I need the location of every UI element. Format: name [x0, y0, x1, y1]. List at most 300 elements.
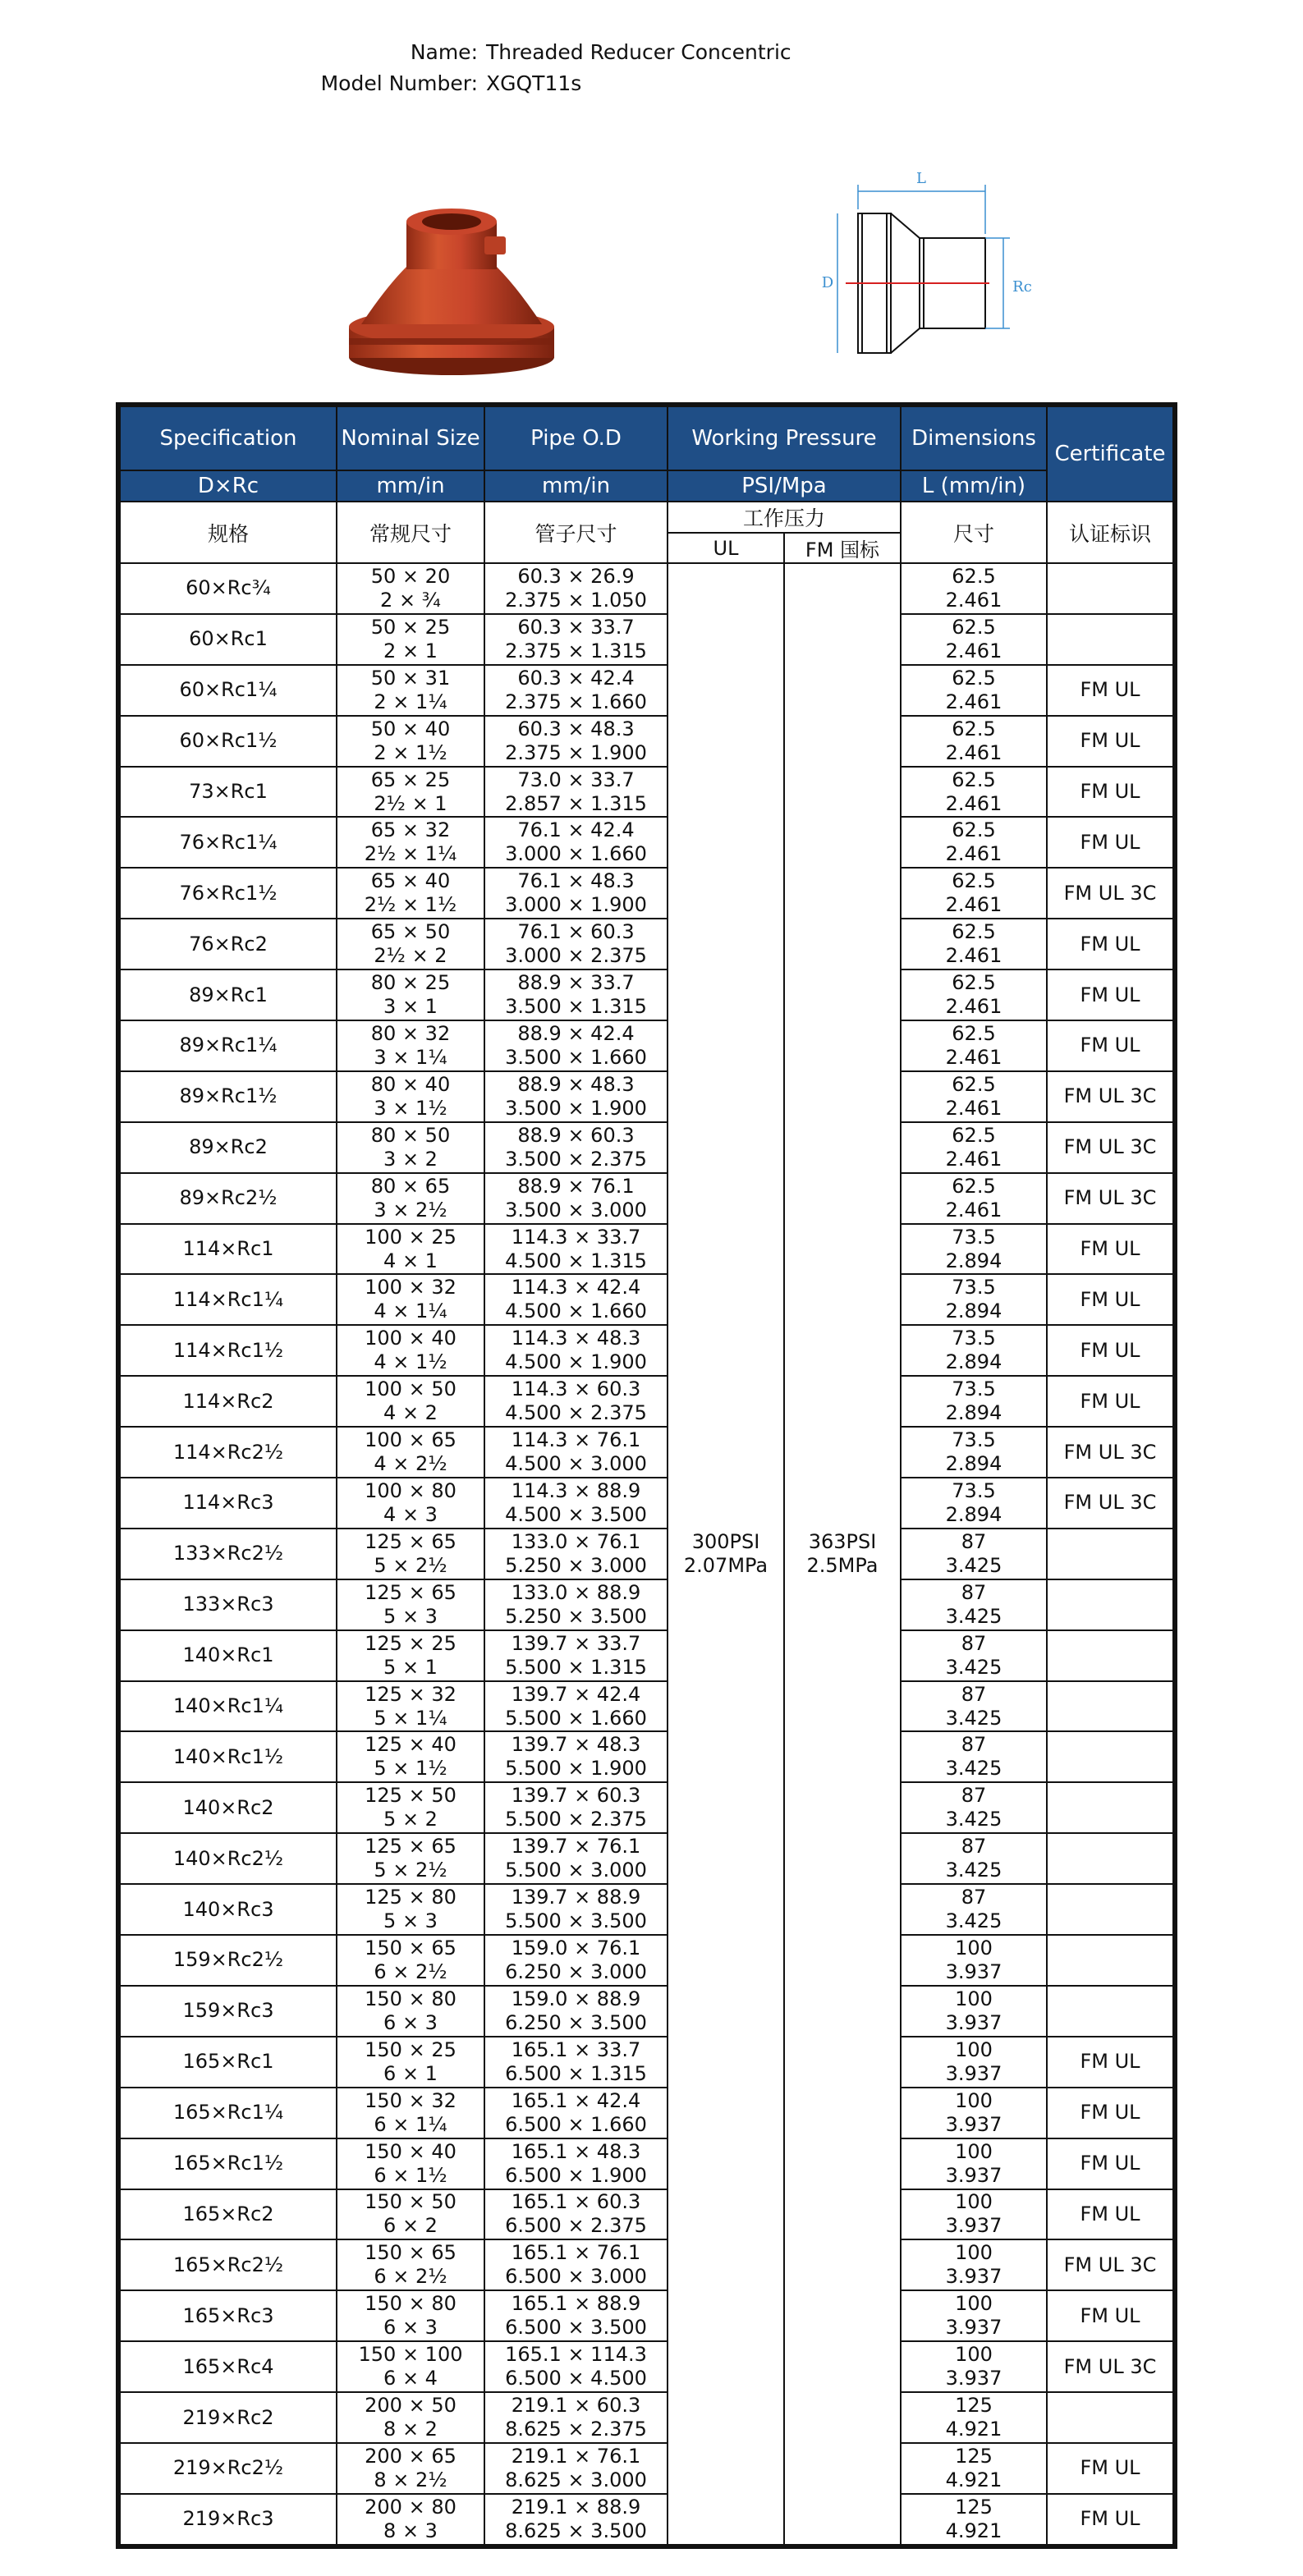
pipe-od-cell-line: 3.500 × 3.000 — [505, 1198, 647, 1222]
nominal-cell — [337, 1071, 484, 1122]
dimension-cell — [901, 1020, 1047, 1071]
dimension-cell-line: 3.425 — [945, 1706, 1002, 1730]
units-row — [118, 470, 1175, 502]
nominal-cell-line: 100 × 32 — [365, 1276, 457, 1299]
pipe-od-cell-line: 114.3 × 42.4 — [511, 1276, 641, 1299]
pressure-sub-fm: FM 国标 — [784, 533, 901, 563]
table-row — [118, 1325, 1175, 1376]
pipe-od-cell — [484, 1681, 668, 1732]
nominal-cell-line: 4 × 1 — [383, 1249, 438, 1272]
pipe-od-cell-line: 3.500 × 1.900 — [505, 1096, 647, 1120]
table-row — [118, 2443, 1175, 2494]
pipe-od-cell-line: 88.9 × 42.4 — [517, 1021, 635, 1045]
dimension-cell — [901, 1376, 1047, 1427]
nominal-cell-line: 2 × 1¼ — [374, 690, 447, 713]
nominal-cell-line: 6 × 1½ — [374, 2163, 447, 2187]
pipe-od-cell-line: 6.500 × 1.315 — [505, 2061, 647, 2085]
pressure-fm-cell-line: 2.5MPa — [806, 1553, 879, 1577]
spec-cell — [118, 2088, 337, 2138]
pipe-od-cell — [484, 1884, 668, 1935]
certificate-cell — [1047, 1935, 1175, 1986]
pipe-od-cell-line: 88.9 × 33.7 — [517, 971, 635, 995]
table-row — [118, 2037, 1175, 2088]
pipe-od-cell — [484, 1325, 668, 1376]
pipe-od-cell — [484, 1731, 668, 1782]
spec-cell-line: 89×Rc2½ — [179, 1186, 278, 1210]
table-row — [118, 1833, 1175, 1884]
dimension-cell — [901, 1122, 1047, 1173]
pipe-od-cell — [484, 767, 668, 818]
pipe-od-cell — [484, 2290, 668, 2341]
pipe-od-cell-line: 114.3 × 60.3 — [511, 1377, 641, 1401]
nominal-cell-line: 200 × 50 — [365, 2394, 457, 2417]
spec-cell-line: 165×Rc2½ — [172, 2253, 284, 2276]
dimension-cell-line: 3.937 — [945, 2214, 1002, 2238]
dimension-cell-line: 2.461 — [945, 1198, 1002, 1222]
cn-header-certificate: 认证标识 — [1047, 502, 1175, 563]
certificate-cell-line: FM UL 3C — [1063, 1186, 1157, 1210]
spec-cell-line: 89×Rc2 — [189, 1135, 268, 1159]
pressure-sub-ul: UL — [668, 533, 784, 563]
spec-cell-line: 114×Rc2 — [182, 1389, 274, 1413]
nominal-cell — [337, 1630, 484, 1681]
dimension-cell-line: 4.921 — [945, 2468, 1002, 2491]
pipe-od-cell-line: 6.500 × 4.500 — [505, 2367, 647, 2390]
dimension-cell-line: 4.921 — [945, 2519, 1002, 2542]
pipe-od-cell — [484, 716, 668, 767]
pipe-od-cell-line: 139.7 × 33.7 — [511, 1631, 641, 1655]
nominal-cell — [337, 1935, 484, 1986]
nominal-cell-line: 80 × 65 — [370, 1174, 451, 1198]
pressure-ul-cell-line: 300PSI — [691, 1529, 760, 1553]
spec-cell — [118, 2037, 337, 2088]
dimension-cell-line: 2.894 — [945, 1452, 1002, 1476]
nominal-cell-line: 80 × 32 — [370, 1021, 451, 1045]
spec-cell — [118, 1478, 337, 1529]
nominal-cell-line: 150 × 50 — [365, 2190, 457, 2214]
spec-cell — [118, 1681, 337, 1732]
spec-cell — [118, 716, 337, 767]
table-row — [118, 563, 1175, 614]
spec-cell — [118, 919, 337, 969]
dimension-cell — [901, 2341, 1047, 2392]
dimension-cell-line: 125 — [955, 2495, 993, 2519]
nominal-cell-line: 5 × 3 — [383, 1604, 438, 1628]
certificate-cell — [1047, 2189, 1175, 2240]
nominal-cell-line: 3 × 2½ — [374, 1198, 447, 1222]
spec-cell-line: 60×Rc1 — [189, 627, 268, 651]
table-row — [118, 1731, 1175, 1782]
nominal-cell — [337, 817, 484, 868]
dimension-cell-line: 73.5 — [952, 1327, 996, 1350]
table-row — [118, 1071, 1175, 1122]
spec-cell-line: 140×Rc1¼ — [172, 1694, 284, 1718]
certificate-cell — [1047, 1986, 1175, 2037]
dimension-cell-line: 125 — [955, 2444, 993, 2468]
table-row — [118, 1986, 1175, 2037]
spec-cell — [118, 1427, 337, 1478]
nominal-cell-line: 125 × 65 — [365, 1835, 457, 1859]
dimension-cell-line: 2.461 — [945, 1045, 1002, 1069]
certificate-cell-line: FM UL — [1080, 2050, 1140, 2074]
pipe-od-cell-line: 133.0 × 88.9 — [511, 1580, 641, 1604]
table-row — [118, 969, 1175, 1020]
nominal-cell-line: 2 × 1 — [383, 639, 438, 662]
certificate-cell-line: FM UL — [1080, 780, 1140, 803]
nominal-cell-line: 50 × 40 — [370, 717, 451, 740]
certificate-cell — [1047, 1579, 1175, 1630]
pipe-od-cell-line: 4.500 × 3.000 — [505, 1452, 647, 1476]
dimension-cell-line: 2.461 — [945, 639, 1002, 662]
dimension-cell — [901, 1833, 1047, 1884]
certificate-cell — [1047, 1884, 1175, 1935]
pipe-od-cell-line: 2.857 × 1.315 — [505, 791, 647, 815]
nominal-cell — [337, 614, 484, 665]
dimension-cell — [901, 1529, 1047, 1579]
certificate-cell-line: FM UL — [1080, 678, 1140, 702]
certificate-cell-line: FM UL — [1080, 2507, 1140, 2531]
pipe-od-cell-line: 60.3 × 48.3 — [517, 717, 635, 740]
spec-cell — [118, 817, 337, 868]
nominal-cell — [337, 1579, 484, 1630]
col-header-nominal-size: Nominal Size — [337, 405, 484, 470]
dimension-cell-line: 100 — [955, 2190, 993, 2214]
pipe-od-cell — [484, 969, 668, 1020]
dimension-cell — [901, 1935, 1047, 1986]
dimension-cell-line: 62.5 — [952, 920, 996, 944]
nominal-cell-line: 80 × 50 — [370, 1123, 451, 1147]
certificate-cell — [1047, 665, 1175, 716]
nominal-cell-line: 4 × 3 — [383, 1502, 438, 1526]
nominal-cell-line: 125 × 25 — [365, 1631, 457, 1655]
nominal-cell — [337, 1020, 484, 1071]
pipe-od-cell-line: 4.500 × 3.500 — [505, 1502, 647, 1526]
col-header-dimensions: Dimensions — [901, 405, 1047, 470]
dimension-cell — [901, 868, 1047, 919]
table-row — [118, 716, 1175, 767]
nominal-cell-line: 125 × 65 — [365, 1580, 457, 1604]
pipe-od-cell-line: 165.1 × 88.9 — [511, 2292, 641, 2316]
dimension-cell — [901, 2494, 1047, 2546]
dimension-cell-line: 2.461 — [945, 588, 1002, 612]
pressure-fm-cell-line: 363PSI — [808, 1529, 877, 1553]
nominal-cell-line: 3 × 2 — [383, 1147, 438, 1171]
dimension-cell — [901, 2037, 1047, 2088]
nominal-cell-line: 125 × 40 — [365, 1733, 457, 1757]
spec-cell — [118, 969, 337, 1020]
spec-cell — [118, 868, 337, 919]
certificate-cell — [1047, 2392, 1175, 2443]
pipe-od-cell — [484, 1529, 668, 1579]
pipe-od-cell-line: 139.7 × 42.4 — [511, 1682, 641, 1706]
pipe-od-cell — [484, 1020, 668, 1071]
dimension-cell-line: 3.937 — [945, 2265, 1002, 2289]
dimension-cell-line: 62.5 — [952, 1072, 996, 1096]
table-row — [118, 2138, 1175, 2189]
nominal-cell-line: 125 × 80 — [365, 1886, 457, 1909]
dimension-cell-line: 62.5 — [952, 615, 996, 639]
dimension-cell-line: 73.5 — [952, 1276, 996, 1299]
dimension-cell — [901, 614, 1047, 665]
pipe-od-cell-line: 6.500 × 2.375 — [505, 2214, 647, 2238]
dimension-cell — [901, 2189, 1047, 2240]
dimension-cell-line: 62.5 — [952, 1021, 996, 1045]
spec-cell-line: 165×Rc3 — [182, 2303, 274, 2327]
spec-cell — [118, 2290, 337, 2341]
dimension-cell-line: 62.5 — [952, 1174, 996, 1198]
dimension-cell-line: 3.937 — [945, 2010, 1002, 2034]
spec-cell-line: 165×Rc2 — [182, 2202, 274, 2225]
dimension-cell — [901, 767, 1047, 818]
pipe-od-cell — [484, 919, 668, 969]
nominal-cell — [337, 1782, 484, 1833]
certificate-cell-line: FM UL — [1080, 1338, 1140, 1362]
spec-cell-line: 140×Rc2½ — [172, 1846, 284, 1870]
table-row — [118, 1376, 1175, 1427]
pipe-od-cell-line: 76.1 × 60.3 — [517, 920, 635, 944]
nominal-cell-line: 50 × 31 — [370, 666, 451, 690]
pipe-od-cell-line: 6.500 × 3.000 — [505, 2265, 647, 2289]
pipe-od-cell-line: 2.375 × 1.900 — [505, 740, 647, 764]
table-row — [118, 1224, 1175, 1275]
spec-cell-line: 89×Rc1¼ — [179, 1034, 278, 1057]
nominal-cell — [337, 665, 484, 716]
pipe-od-cell-line: 8.625 × 3.000 — [505, 2468, 647, 2491]
certificate-cell — [1047, 614, 1175, 665]
certificate-cell-line: FM UL — [1080, 2303, 1140, 2327]
pipe-od-cell-line: 114.3 × 76.1 — [511, 1428, 641, 1452]
nominal-cell — [337, 1274, 484, 1325]
dimension-cell-line: 2.461 — [945, 1147, 1002, 1171]
spec-cell-line: 60×Rc1½ — [179, 729, 278, 753]
dimension-cell-line: 100 — [955, 2343, 993, 2367]
pipe-od-cell-line: 5.500 × 3.500 — [505, 1909, 647, 1933]
dimension-cell-line: 3.937 — [945, 2112, 1002, 2136]
certificate-cell — [1047, 1325, 1175, 1376]
nominal-cell-line: 3 × 1½ — [374, 1096, 447, 1120]
spec-cell — [118, 1731, 337, 1782]
spec-cell — [118, 1630, 337, 1681]
pipe-od-cell — [484, 563, 668, 614]
dimension-cell-line: 3.937 — [945, 2061, 1002, 2085]
nominal-cell-line: 150 × 65 — [365, 2241, 457, 2265]
dimension-cell-line: 62.5 — [952, 971, 996, 995]
spec-cell — [118, 1884, 337, 1935]
table-row — [118, 665, 1175, 716]
dimension-cell — [901, 2290, 1047, 2341]
certificate-cell — [1047, 1427, 1175, 1478]
spec-cell — [118, 1173, 337, 1224]
nominal-cell-line: 2½ × 1¼ — [364, 842, 457, 866]
dimension-cell — [901, 2392, 1047, 2443]
certificate-cell — [1047, 969, 1175, 1020]
pipe-od-cell-line: 5.500 × 2.375 — [505, 1808, 647, 1831]
nominal-cell — [337, 716, 484, 767]
pipe-od-cell-line: 60.3 × 26.9 — [517, 564, 635, 588]
cn-header-nominal: 常规尺寸 — [337, 502, 484, 563]
header-row — [118, 405, 1175, 470]
dimension-cell — [901, 1224, 1047, 1275]
certificate-cell — [1047, 1020, 1175, 1071]
dimension-cell-line: 87 — [961, 1631, 987, 1655]
nominal-cell-line: 50 × 25 — [370, 615, 451, 639]
table-row — [118, 2088, 1175, 2138]
dimension-cell — [901, 1782, 1047, 1833]
cn-header-pressure: 工作压力 — [668, 502, 901, 533]
table-row — [118, 614, 1175, 665]
pipe-od-cell-line: 2.375 × 1.660 — [505, 690, 647, 713]
nominal-cell-line: 4 × 2½ — [374, 1452, 447, 1476]
spec-cell-line: 140×Rc1½ — [172, 1744, 284, 1768]
nominal-cell-line: 150 × 100 — [358, 2343, 463, 2367]
nominal-cell — [337, 2341, 484, 2392]
nominal-cell — [337, 1427, 484, 1478]
dimension-cell-line: 3.937 — [945, 2163, 1002, 2187]
nominal-cell — [337, 563, 484, 614]
nominal-cell — [337, 1325, 484, 1376]
table-row — [118, 919, 1175, 969]
dimension-cell-line: 2.461 — [945, 791, 1002, 815]
dim-d-label: D — [821, 274, 834, 291]
nominal-cell-line: 150 × 25 — [365, 2037, 457, 2061]
dimension-cell-line: 73.5 — [952, 1377, 996, 1401]
nominal-cell-line: 8 × 3 — [383, 2519, 438, 2542]
spec-cell — [118, 2138, 337, 2189]
pipe-od-cell — [484, 1478, 668, 1529]
dimension-cell-line: 2.461 — [945, 690, 1002, 713]
nominal-cell — [337, 1529, 484, 1579]
certificate-cell-line: FM UL 3C — [1063, 1440, 1157, 1464]
spec-cell — [118, 2494, 337, 2546]
dimension-cell-line: 100 — [955, 2037, 993, 2061]
pipe-od-cell-line: 114.3 × 48.3 — [511, 1327, 641, 1350]
dimension-cell — [901, 563, 1047, 614]
nominal-cell-line: 6 × 2 — [383, 2214, 438, 2238]
spec-cell-line: 76×Rc1½ — [179, 881, 278, 905]
pipe-od-cell-line: 4.500 × 2.375 — [505, 1401, 647, 1425]
pipe-od-cell-line: 3.000 × 1.900 — [505, 893, 647, 917]
spec-cell-line: 165×Rc1 — [182, 2050, 274, 2074]
certificate-cell — [1047, 919, 1175, 969]
nominal-cell — [337, 1122, 484, 1173]
certificate-cell — [1047, 2494, 1175, 2546]
certificate-cell — [1047, 1173, 1175, 1224]
pipe-od-cell — [484, 1630, 668, 1681]
nominal-cell-line: 6 × 2½ — [374, 1960, 447, 1983]
nominal-cell — [337, 2138, 484, 2189]
table-row — [118, 1884, 1175, 1935]
certificate-cell-line: FM UL — [1080, 2202, 1140, 2225]
spec-cell-line: 114×Rc2½ — [172, 1440, 284, 1464]
spec-cell-line: 219×Rc3 — [182, 2507, 274, 2531]
dimension-cell — [901, 2239, 1047, 2290]
nominal-cell — [337, 1731, 484, 1782]
pipe-od-cell — [484, 1173, 668, 1224]
spec-cell — [118, 1020, 337, 1071]
table-row — [118, 1478, 1175, 1529]
nominal-cell-line: 2 × ¾ — [380, 588, 441, 612]
certificate-cell-line: FM UL 3C — [1063, 1135, 1157, 1159]
certificate-cell — [1047, 1529, 1175, 1579]
table-row — [118, 2392, 1175, 2443]
certificate-cell — [1047, 1630, 1175, 1681]
pipe-od-cell-line: 4.500 × 1.900 — [505, 1350, 647, 1374]
pipe-od-cell-line: 5.500 × 1.660 — [505, 1706, 647, 1730]
pipe-od-cell-line: 114.3 × 33.7 — [511, 1225, 641, 1249]
spec-cell-line: 76×Rc1¼ — [179, 830, 278, 854]
pipe-od-cell-line: 6.500 × 1.900 — [505, 2163, 647, 2187]
pressure-fm-cell — [784, 563, 901, 2546]
dimension-cell-line: 62.5 — [952, 869, 996, 893]
nominal-cell-line: 4 × 1¼ — [374, 1299, 447, 1323]
nominal-cell-line: 5 × 2½ — [374, 1553, 447, 1577]
nominal-cell — [337, 2189, 484, 2240]
spec-cell — [118, 1529, 337, 1579]
dimension-cell-line: 87 — [961, 1886, 987, 1909]
table-body — [118, 563, 1175, 2546]
dimension-cell-line: 2.461 — [945, 1096, 1002, 1120]
nominal-cell-line: 2½ × 2 — [374, 944, 447, 968]
pipe-od-cell-line: 159.0 × 88.9 — [511, 1987, 641, 2010]
dimension-cell-line: 2.461 — [945, 944, 1002, 968]
nominal-cell-line: 65 × 25 — [370, 768, 451, 791]
certificate-cell — [1047, 1782, 1175, 1833]
certificate-cell-line: FM UL — [1080, 932, 1140, 956]
pipe-od-cell-line: 88.9 × 60.3 — [517, 1123, 635, 1147]
nominal-cell-line: 6 × 1 — [383, 2061, 438, 2085]
table-row — [118, 2239, 1175, 2290]
pipe-od-cell-line: 76.1 × 42.4 — [517, 818, 635, 842]
dimension-cell-line: 2.894 — [945, 1299, 1002, 1323]
dimension-cell-line: 87 — [961, 1682, 987, 1706]
dimension-cell — [901, 1325, 1047, 1376]
unit-specification: D×Rc — [118, 470, 337, 502]
certificate-cell-line: FM UL — [1080, 1389, 1140, 1413]
pipe-od-cell-line: 88.9 × 76.1 — [517, 1174, 635, 1198]
dimension-cell-line: 4.921 — [945, 2418, 1002, 2441]
nominal-cell-line: 150 × 40 — [365, 2139, 457, 2163]
nominal-cell — [337, 1986, 484, 2037]
unit-dimensions: L (mm/in) — [901, 470, 1047, 502]
pipe-od-cell — [484, 1782, 668, 1833]
dimension-cell — [901, 817, 1047, 868]
certificate-cell-line: FM UL — [1080, 830, 1140, 854]
dimension-cell-line: 3.425 — [945, 1553, 1002, 1577]
certificate-cell-line: FM UL 3C — [1063, 1491, 1157, 1515]
nominal-cell — [337, 1884, 484, 1935]
dimension-cell — [901, 1427, 1047, 1478]
nominal-cell-line: 8 × 2½ — [374, 2468, 447, 2491]
dimension-cell — [901, 2138, 1047, 2189]
spec-cell — [118, 614, 337, 665]
pipe-od-cell — [484, 1071, 668, 1122]
dimension-cell-line: 3.425 — [945, 1859, 1002, 1882]
nominal-cell-line: 5 × 1½ — [374, 1757, 447, 1781]
table-row — [118, 2494, 1175, 2546]
nominal-cell-line: 80 × 40 — [370, 1072, 451, 1096]
col-header-pipe-od: Pipe O.D — [484, 405, 668, 470]
dimension-cell-line: 62.5 — [952, 818, 996, 842]
pipe-od-cell-line: 219.1 × 88.9 — [511, 2495, 641, 2519]
table-row — [118, 1427, 1175, 1478]
dimension-cell-line: 62.5 — [952, 768, 996, 791]
table-row — [118, 2290, 1175, 2341]
table-row — [118, 2189, 1175, 2240]
spec-cell — [118, 1071, 337, 1122]
dimension-cell-line: 3.937 — [945, 1960, 1002, 1983]
nominal-cell-line: 100 × 40 — [365, 1327, 457, 1350]
certificate-cell — [1047, 1122, 1175, 1173]
